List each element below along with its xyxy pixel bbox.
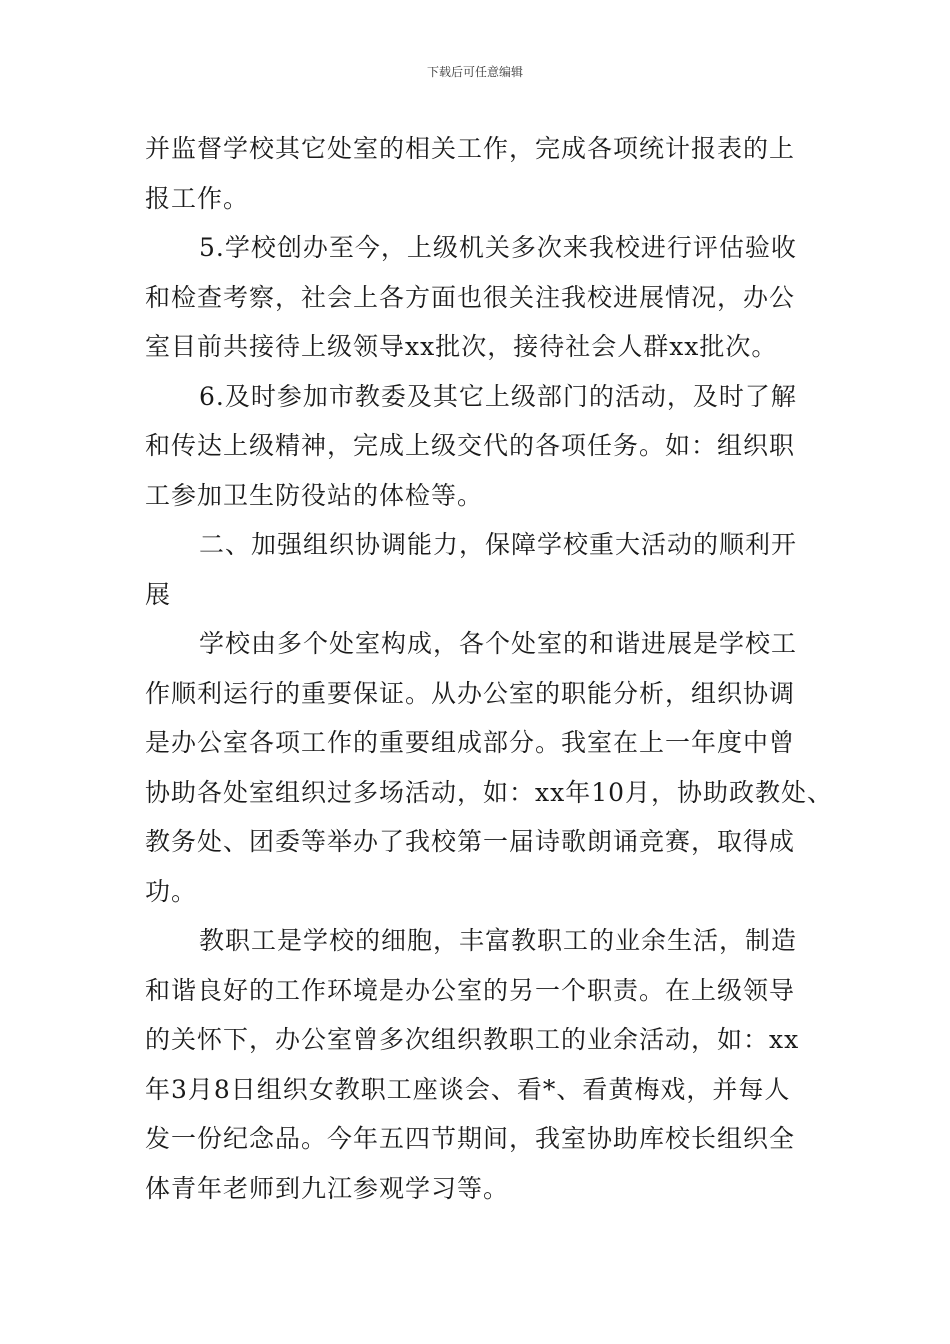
text-line: 发一份纪念品。今年五四节期间，我室协助库校长组织全 <box>145 1124 796 1153</box>
text-line: 展 <box>145 579 172 609</box>
text-line: 是办公室各项工作的重要组成部分。我室在上一年度中曾 <box>145 728 796 757</box>
text-line: 教职工是学校的细胞，丰富教职工的业余生活，制造 <box>199 926 798 955</box>
text-line: 年3月8日组织女教职工座谈会、看*、看黄梅戏，并每人 <box>145 1074 791 1104</box>
text-line: 6.及时参加市教委及其它上级部门的活动，及时了解 <box>199 381 797 411</box>
text-line: 和传达上级精神，完成上级交代的各项任务。如：组织职 <box>145 431 796 460</box>
text-line: 学校由多个处室构成，各个处室的和谐进展是学校工 <box>199 629 798 658</box>
text-line: 并监督学校其它处室的相关工作，完成各项统计报表的上 <box>145 134 796 163</box>
text-line: 教务处、团委等举办了我校第一届诗歌朗诵竞赛，取得成 <box>145 827 796 856</box>
text-line: 的关怀下，办公室曾多次组织教职工的业余活动，如：xx <box>145 1025 800 1054</box>
text-line: 作顺利运行的重要保证。从办公室的职能分析，组织协调 <box>145 678 796 708</box>
document-body <box>145 124 834 1213</box>
text-line: 体青年老师到九江参观学习等。 <box>145 1173 510 1203</box>
text-line: 协助各处室组织过多场活动，如：xx年10月，协助政教处、 <box>145 777 834 807</box>
text-line: 工参加卫生防役站的体检等。 <box>145 480 484 510</box>
text-line: 报工作。 <box>145 183 250 213</box>
page-header-note: 下载后可任意编辑 <box>426 65 523 79</box>
text-line: 功。 <box>145 876 198 906</box>
text-line: 二、加强组织协调能力，保障学校重大活动的顺利开 <box>199 530 798 559</box>
text-line: 5.学校创办至今，上级机关多次来我校进行评估验收 <box>199 233 797 262</box>
text-line: 和谐良好的工作环境是办公室的另一个职责。在上级领导 <box>145 975 796 1005</box>
text-line: 和检查考察，社会上各方面也很关注我校进展情况，办公 <box>145 282 796 312</box>
text-line: 室目前共接待上级领导xx批次，接待社会人群xx批次。 <box>145 332 778 361</box>
